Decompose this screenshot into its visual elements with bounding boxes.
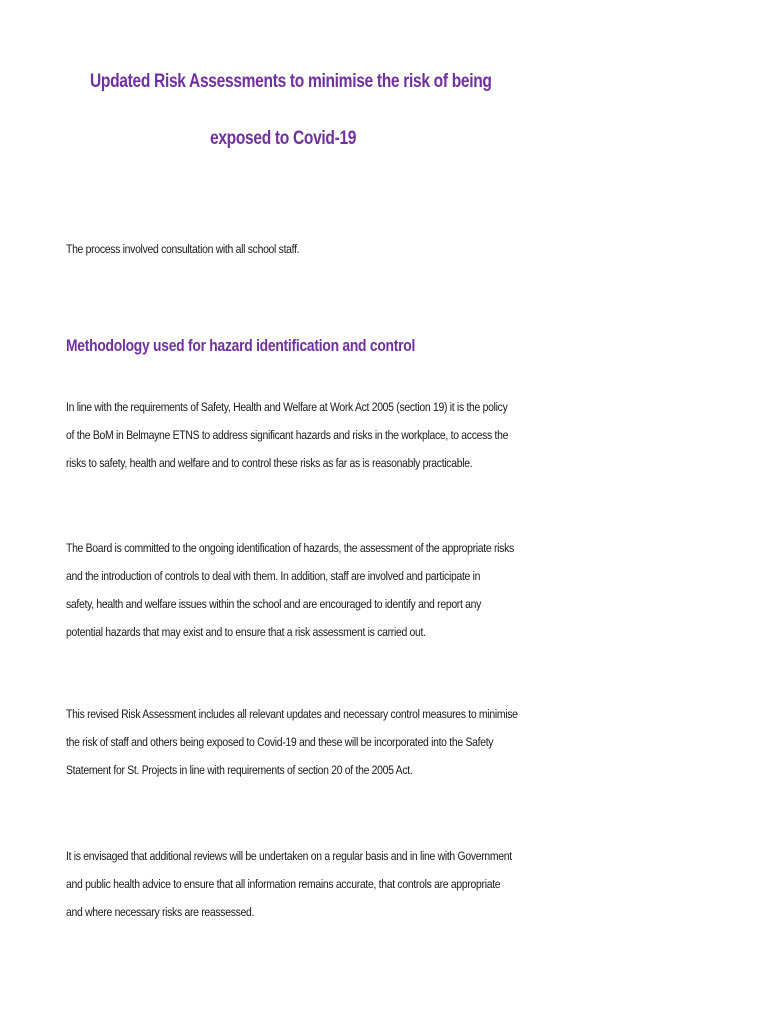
paragraph-line: In line with the requirements of Safety, Health and Welfare at Work Act 2005 (section 19) it is the policy xyxy=(66,400,508,414)
paragraph-line: the risk of staff and others being exposed to Covid-19 and these will be incorporated into the Safety xyxy=(66,735,494,749)
section-heading: Methodology used for hazard identification and control xyxy=(66,337,416,355)
intro-paragraph xyxy=(66,235,494,263)
paragraph-line: It is envisaged that additional reviews will be undertaken on a regular basis and in line with Government xyxy=(66,849,512,863)
paragraph-line: The Board is committed to the ongoing identification of hazards, the assessment of the appropriate risks xyxy=(66,541,514,555)
paragraph-line: of the BoM in Belmayne ETNS to address significant hazards and risks in the workplace, to access the xyxy=(66,428,509,442)
paragraph-line: and the introduction of controls to deal with them. In addition, staff are involved and participate in xyxy=(66,569,481,583)
document-title-line-2: exposed to Covid-19 xyxy=(210,128,357,149)
paragraph-line: risks to safety, health and welfare and to control these risks as far as is reasonably practicable. xyxy=(66,456,473,470)
paragraph-line: Statement for St. Projects in line with requirements of section 20 of the 2005 Act. xyxy=(66,763,413,777)
paragraph-revised-assessment xyxy=(66,700,518,784)
paragraph-board-commitment xyxy=(66,534,514,646)
paragraph-line: safety, health and welfare issues within the school and are encouraged to identify and report any xyxy=(66,597,482,611)
paragraph-additional-reviews xyxy=(66,842,512,926)
paragraph-line: potential hazards that may exist and to ensure that a risk assessment is carried out. xyxy=(66,625,426,639)
paragraph-policy xyxy=(66,393,509,477)
paragraph-line: and public health advice to ensure that all information remains accurate, that controls are appropriate xyxy=(66,877,501,891)
paragraph-line: This revised Risk Assessment includes all relevant updates and necessary control measures to minimise xyxy=(66,707,518,721)
intro-line: The process involved consultation with all school staff. xyxy=(66,242,300,256)
document-title-line-1: Updated Risk Assessments to minimise the risk of being xyxy=(90,71,492,92)
paragraph-line: and where necessary risks are reassessed. xyxy=(66,905,255,919)
